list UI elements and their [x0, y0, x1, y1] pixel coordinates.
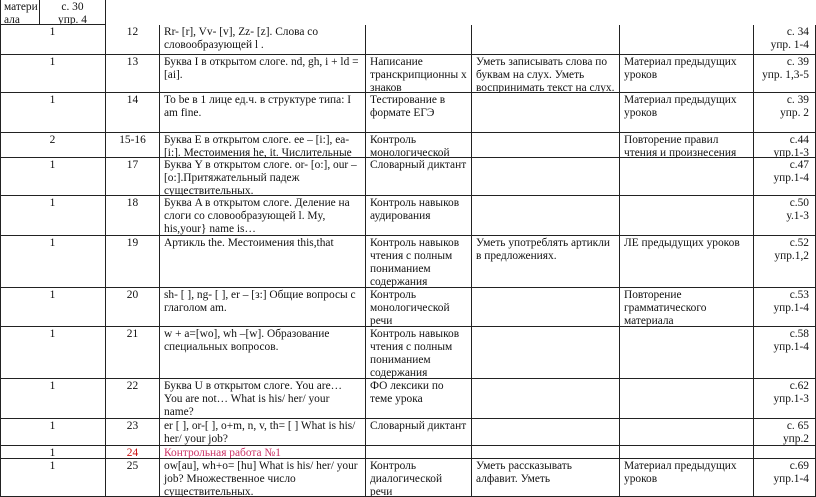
table-cell-skills	[472, 196, 620, 236]
table-cell-hours: 1	[0, 379, 106, 419]
table-cell-num: 17	[106, 158, 160, 196]
table-cell-hours: 1	[0, 196, 106, 236]
header-page-fragment: с. 30 упр. 4	[40, 0, 106, 25]
table-cell-material	[620, 379, 754, 419]
table-cell-control	[366, 25, 472, 55]
table-cell-hours: 1	[0, 25, 106, 55]
table-cell-num: 22	[106, 379, 160, 419]
table-cell-num: 14	[106, 93, 160, 133]
table-cell-page: с. 34 упр. 1-4	[754, 25, 816, 55]
table-cell-skills	[472, 379, 620, 419]
table-cell-num: 15-16	[106, 133, 160, 158]
table-cell-skills: Уметь употреблять артикли в предложениях.	[472, 236, 620, 288]
table-cell-control: Словарный диктант	[366, 158, 472, 196]
table-cell-page: с.62 упр.1-3	[754, 379, 816, 419]
table-cell-hours: 2	[0, 133, 106, 158]
table-cell-topic: Буква E в открытом слоге. ee – [i:], ea- [i:]. Местоимения he, it. Числительные	[160, 133, 366, 158]
table-cell-skills	[472, 288, 620, 327]
table-cell-skills	[472, 446, 620, 459]
table-cell-hours: 1	[0, 158, 106, 196]
table-cell-control: Тестирование в формате ЕГЭ	[366, 93, 472, 133]
table-cell-material	[620, 158, 754, 196]
table-cell-skills	[472, 93, 620, 133]
table-cell-material: Материал предыдущих уроков	[620, 93, 754, 133]
table-cell-topic: sh- [ ], ng- [ ], er – [з:] Общие вопросы с глаголом am.	[160, 288, 366, 327]
table-cell-material: Повторение правил чтения и произнесения	[620, 133, 754, 158]
table-cell-page: с. 39 упр. 1,3-5	[754, 55, 816, 93]
table-cell-control: Контроль диалогической речи	[366, 459, 472, 497]
table-cell-topic: er [ ], or-[ ], o+m, n, v, th= [ ] What is his/ her/ your job?	[160, 419, 366, 446]
table-cell-hours: 1	[0, 446, 106, 459]
table-cell-control: Контроль монологической	[366, 133, 472, 158]
header-material-fragment: матери ала	[0, 0, 40, 25]
table-cell-topic: Контрольная работа №1	[160, 446, 366, 459]
table-cell-hours: 1	[0, 288, 106, 327]
table-cell-hours: 1	[0, 327, 106, 379]
table-cell-num: 21	[106, 327, 160, 379]
table-cell-material	[620, 419, 754, 446]
table-cell-skills	[472, 419, 620, 446]
table-cell-material	[620, 196, 754, 236]
table-cell-page: с.47 упр.1-4	[754, 158, 816, 196]
table-cell-skills	[472, 327, 620, 379]
table-cell-num: 13	[106, 55, 160, 93]
table-cell-page: с.69 упр.1-4	[754, 459, 816, 497]
table-cell-control: ФО лексики по теме урока	[366, 379, 472, 419]
table-cell-material: Материал предыдущих уроков	[620, 459, 754, 497]
table-cell-skills	[472, 133, 620, 158]
table-cell-material	[620, 446, 754, 459]
table-cell-page: с.50 у.1-3	[754, 196, 816, 236]
table-cell-material: Материал предыдущих уроков	[620, 55, 754, 93]
table-cell-num: 25	[106, 459, 160, 497]
table-cell-page: с.58 упр.1-4	[754, 327, 816, 379]
table-cell-material: Повторение грамматического материала	[620, 288, 754, 327]
table-cell-topic: To be в 1 лице ед.ч. в структуре типа: I am fine.	[160, 93, 366, 133]
table-cell-skills	[472, 25, 620, 55]
table-cell-topic: ow[au], wh+o= [hu] What is his/ her/ your job? Множественное число существительных.	[160, 459, 366, 497]
table-cell-page	[754, 446, 816, 459]
table-cell-hours: 1	[0, 236, 106, 288]
table-cell-skills: Уметь рассказывать алфавит. Уметь	[472, 459, 620, 497]
table-cell-topic: Буква I в открытом слоге. nd, gh, i + ld = [ai].	[160, 55, 366, 93]
table-cell-page: с. 65 упр.2	[754, 419, 816, 446]
table-cell-page: с.53 упр.1-4	[754, 288, 816, 327]
table-cell-topic: Rr- [r], Vv- [v], Zz- [z]. Слова со словообразующей l .	[160, 25, 366, 55]
table-cell-control	[366, 446, 472, 459]
table-cell-material: ЛЕ предыдущих уроков	[620, 236, 754, 288]
table-cell-control: Контроль навыков чтения с полным пониманием содержания	[366, 236, 472, 288]
table-cell-page: с.52 упр.1,2	[754, 236, 816, 288]
table-cell-hours: 1	[0, 55, 106, 93]
table-cell-num: 18	[106, 196, 160, 236]
table-cell-control: Контроль монологической речи	[366, 288, 472, 327]
table-cell-num: 24	[106, 446, 160, 459]
table-cell-control: Контроль навыков чтения с полным пониманием содержания	[366, 327, 472, 379]
table-cell-hours: 1	[0, 93, 106, 133]
table-cell-material	[620, 25, 754, 55]
table-cell-skills: Уметь записывать слова по буквам на слух. Уметь воспринимать текст на слух.	[472, 55, 620, 93]
table-cell-num: 19	[106, 236, 160, 288]
table-cell-topic: Буква A в открытом слоге. Деление на слоги со словообразующей l. My, his,your} name is…	[160, 196, 366, 236]
table-cell-num: 23	[106, 419, 160, 446]
table-cell-control: Словарный диктант	[366, 419, 472, 446]
table-cell-skills	[472, 158, 620, 196]
table-cell-hours: 1	[0, 419, 106, 446]
table-cell-topic: Буква Y в открытом слоге. or- [o:], our – [o:].Притяжательный падеж существительных.	[160, 158, 366, 196]
table-cell-topic: w + a=[wo], wh –[w]. Образование специальных вопросов.	[160, 327, 366, 379]
table-cell-topic: Артикль the. Местоимения this,that	[160, 236, 366, 288]
table-cell-num: 20	[106, 288, 160, 327]
table-cell-num: 12	[106, 25, 160, 55]
table-cell-control: Написание транскрипционны х знаков	[366, 55, 472, 93]
table-cell-topic: Буква U в открытом слоге. You are… You are not… What is his/ her/ your name?	[160, 379, 366, 419]
table-cell-material	[620, 327, 754, 379]
table-cell-hours: 1	[0, 459, 106, 497]
table-cell-page: с. 39 упр. 2	[754, 93, 816, 133]
table-cell-control: Контроль навыков аудирования	[366, 196, 472, 236]
table-cell-page: с.44 упр.1-3	[754, 133, 816, 158]
